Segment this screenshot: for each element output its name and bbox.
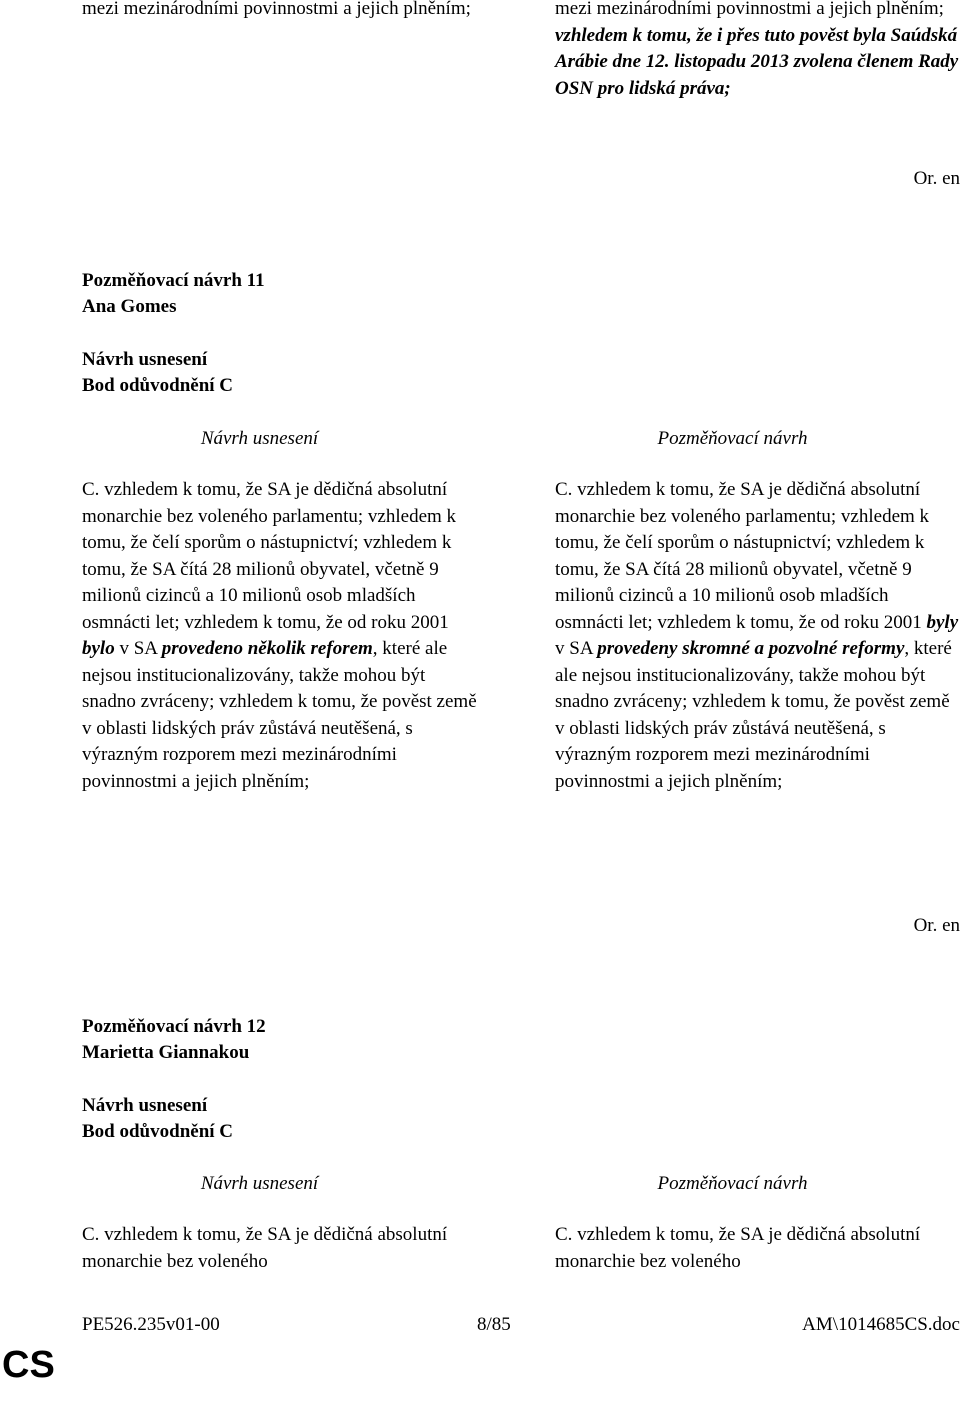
amendment-12-left-text: C. vzhledem k tomu, že SA je dědičná absolutní monarchie bez voleného — [82, 1224, 448, 1272]
top-right-text — [555, 0, 960, 102]
amendment-12-right-heading: Pozměňovací návrh — [657, 1173, 808, 1194]
amendment-11-author: Ana Gomes — [82, 296, 177, 317]
footer-reference: PE526.235v01-00 — [82, 1314, 220, 1335]
footer-page-number: 8/85 — [477, 1314, 511, 1335]
amendment-12-document: Návrh usnesení — [82, 1095, 208, 1116]
amendment-12-right-text: C. vzhledem k tomu, že SA je dědičná absolutní monarchie bez voleného — [555, 1224, 921, 1272]
amendment-11-right-heading: Pozměňovací návrh — [657, 428, 808, 449]
amendment-11-point: Bod odůvodnění C — [82, 375, 234, 396]
top-right-plain: mezi mezinárodními povinnostmi a jejich plněním; — [555, 0, 944, 19]
amendment-11-right-text: C. vzhledem k tomu, že SA je dědičná absolutní monarchie bez voleného parlamentu; vzhledem k tomu, že čelí sporům o nástupnictví; vzhledem k tomu, že SA čítá 28 milionů obyvatel, včetně 9 milionů cizinců a 10 milionů osob mladších osmnácti let; vzhledem k tomu, že od roku 2001 byly v SA provedeny skromné a pozvolné reformy, které ale nejsou institucionalizovány, takže mohou být snadno zvráceny; vzhledem k tomu, že pověst země v oblasti lidských práv zůstává neutěšená, s výrazným rozporem mezi mezinárodními povinnostmi a jejich plněním; — [555, 479, 959, 792]
top-right-amended: vzhledem k tomu, že i přes tuto pověst byla Saúdská Arábie dne 12. listopadu 2013 zvolena členem Rady OSN pro lidská práva; — [555, 24, 959, 99]
amendment-12-author: Marietta Giannakou — [82, 1042, 250, 1063]
amendment-12-point: Bod odůvodnění C — [82, 1121, 234, 1142]
original-language-2: Or. en — [913, 915, 960, 936]
amendment-12-left-heading: Návrh usnesení — [200, 1173, 319, 1194]
amendment-11-left-text: C. vzhledem k tomu, že SA je dědičná absolutní monarchie bez voleného parlamentu; vzhledem k tomu, že čelí sporům o nástupnictví; vzhledem k tomu, že SA čítá 28 milionů obyvatel, včetně 9 milionů cizinců a 10 milionů osob mladších osmnácti let; vzhledem k tomu, že od roku 2001 bylo v SA provedeno několik reforem, které ale nejsou institucionalizovány, takže mohou být snadno zvráceny; vzhledem k tomu, že pověst země v oblasti lidských práv zůstává neutěšená, s výrazným rozporem mezi mezinárodními povinnostmi a jejich plněním; — [82, 479, 477, 792]
footer-file-name: AM\1014685CS.doc — [802, 1314, 960, 1335]
amendment-11-title: Pozměňovací návrh 11 — [82, 270, 265, 291]
amendment-11-left-heading: Návrh usnesení — [200, 428, 319, 449]
amendment-12-title: Pozměňovací návrh 12 — [82, 1016, 266, 1037]
top-left-text: mezi mezinárodními povinnostmi a jejich plněním; — [82, 0, 471, 19]
amendment-11-document: Návrh usnesení — [82, 349, 208, 370]
original-language-1: Or. en — [913, 168, 960, 189]
language-code: CS — [2, 1344, 55, 1386]
